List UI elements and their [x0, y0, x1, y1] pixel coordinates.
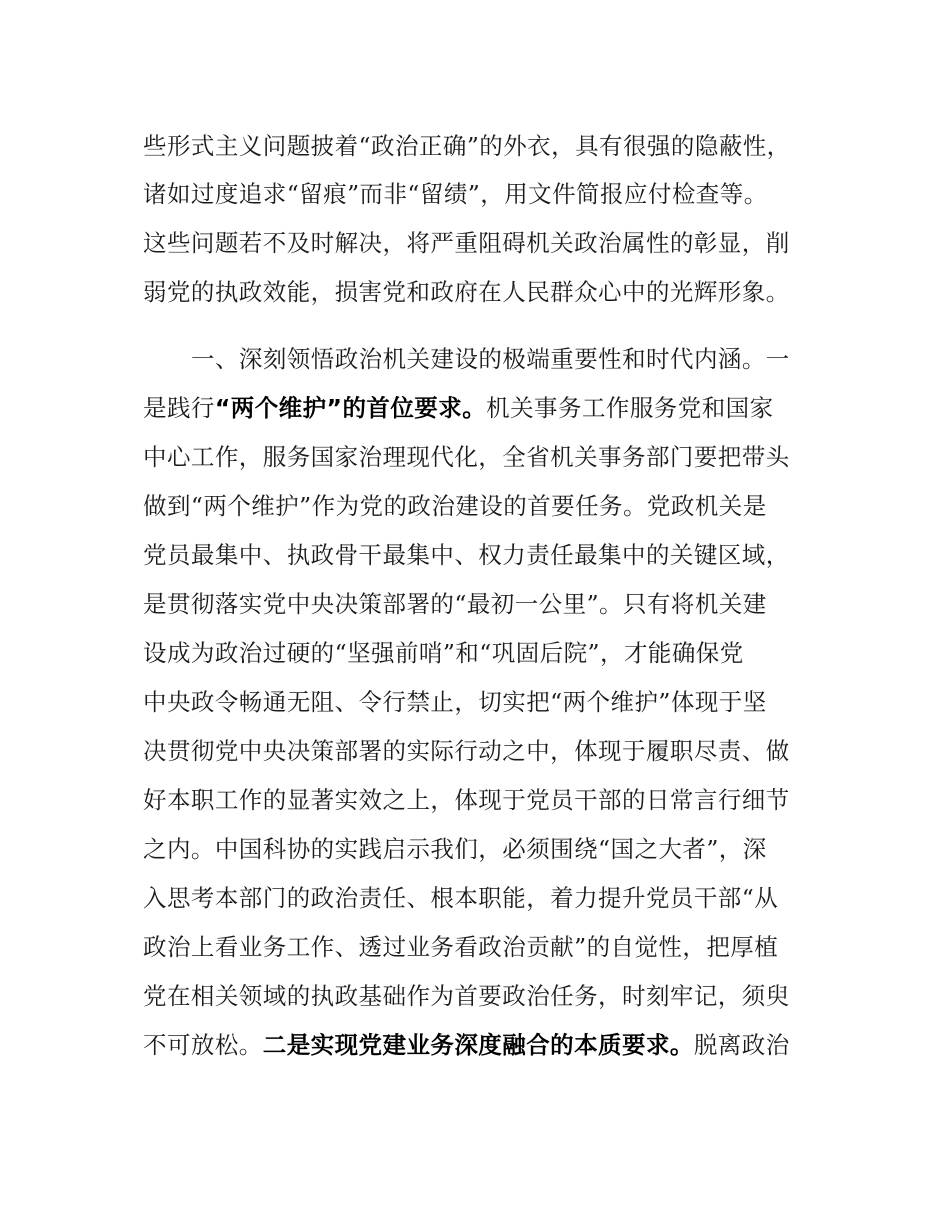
text-line: 中央政令畅通无阻、令行禁止，切实把“两个维护”体现于坚	[143, 688, 767, 716]
text-line	[143, 1025, 790, 1065]
text-line: 党在相关领域的执政基础作为首要政治任务，时刻牢记，须臾	[143, 982, 790, 1010]
text-segment: 不可放松。	[143, 1031, 263, 1059]
text-line: 做到“两个维护”作为党的政治建设的首要任务。党政机关是	[143, 492, 767, 520]
text-line: 中心工作，服务国家治理现代化，全省机关事务部门要把带头	[143, 443, 790, 471]
text-segment: 是践行	[143, 394, 215, 422]
text-line: 政治上看业务工作、透过业务看政治贡献”的自觉性，把厚植	[143, 933, 779, 961]
text-line: 决贯彻党中央决策部署的实际行动之中，体现于履职尽责、做	[143, 737, 790, 765]
text-line: 好本职工作的显著实效之上，体现于党员干部的日常言行细节	[143, 786, 790, 814]
text-segment: 脱离政治	[693, 1031, 790, 1059]
text-line: 党员最集中、执政骨干最集中、权力责任最集中的关键区域，	[143, 541, 790, 569]
text-line: 诸如过度追求“留痕”而非“留绩”，用文件简报应付检查等。	[143, 180, 768, 208]
text-line	[143, 388, 774, 428]
text-line: 些形式主义问题披着“政治正确”的外衣，具有很强的隐蔽性，	[143, 132, 791, 160]
section-heading-line: 一、深刻领悟政治机关建设的极端重要性和时代内涵。一	[191, 345, 790, 373]
text-line: 是贯彻落实党中央决策部署的“最初一公里”。只有将机关建	[143, 590, 767, 618]
text-line: 之内。中国科协的实践启示我们，必须围绕“国之大者”，深	[143, 835, 767, 863]
text-line: 弱党的执政效能，损害党和政府在人民群众心中的光辉形象。	[143, 278, 790, 306]
bold-subheading: “两个维护”的首位要求。	[214, 394, 487, 422]
text-segment: 机关事务工作服务党和国家	[486, 394, 774, 422]
text-line: 设成为政治过硬的“坚强前哨”和“巩固后院”，才能确保党	[143, 639, 744, 667]
text-line: 这些问题若不及时解决，将严重阻碍机关政治属性的彰显，削	[143, 229, 790, 257]
text-line: 入思考本部门的政治责任、根本职能，着力提升党员干部“从	[143, 884, 779, 912]
bold-subheading: 二是实现党建业务深度融合的本质要求。	[262, 1031, 694, 1059]
